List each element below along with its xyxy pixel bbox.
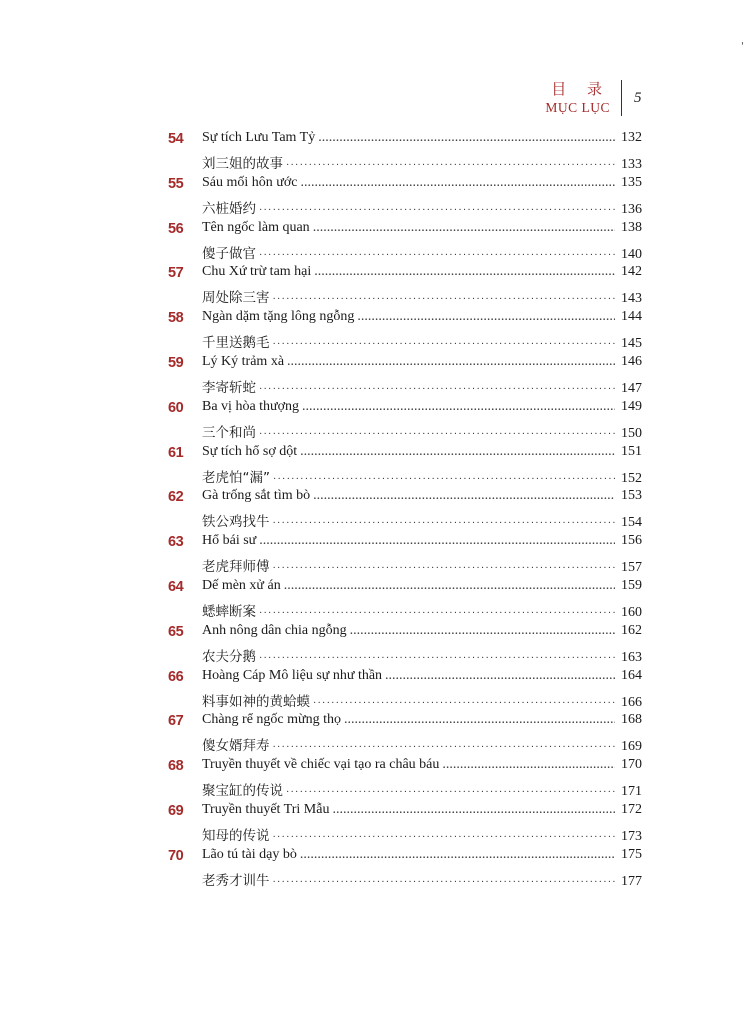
dot-leader: [259, 429, 615, 440]
entry-title-chinese: 聚宝缸的传说: [202, 783, 283, 800]
dot-leader: [286, 787, 615, 798]
entry-line-vietnamese[interactable]: [202, 264, 642, 286]
entry-line-vietnamese[interactable]: [202, 623, 642, 645]
entry-title-chinese: 傻女婿拜寿: [202, 738, 270, 755]
dot-leader: [318, 130, 615, 146]
dot-leader: [357, 309, 615, 325]
toc-entry[interactable]: [0, 847, 750, 892]
entry-page-chinese: 143: [621, 291, 642, 307]
dot-leader: [350, 623, 615, 639]
dot-leader: [332, 802, 615, 818]
entry-line-chinese[interactable]: [202, 376, 642, 398]
entry-title-vietnamese: Gà trống sắt tìm bò: [202, 488, 311, 504]
entry-line-chinese[interactable]: [202, 466, 642, 488]
entry-page-chinese: 140: [621, 246, 642, 262]
entry-page-vietnamese: 144: [621, 309, 642, 325]
dot-leader: [273, 518, 616, 529]
entry-title-vietnamese: Tên ngốc làm quan: [202, 219, 310, 235]
entry-line-vietnamese[interactable]: [202, 399, 642, 421]
dot-leader: [313, 488, 615, 504]
entry-number: 59: [168, 354, 184, 371]
entry-page-chinese: 169: [621, 739, 642, 755]
entry-number: 58: [168, 310, 184, 327]
toc-entry[interactable]: [0, 802, 750, 847]
entry-line-vietnamese[interactable]: [202, 847, 642, 869]
entry-page-vietnamese: 142: [621, 264, 642, 280]
entry-line-chinese[interactable]: [202, 555, 642, 577]
entry-title-chinese: 老虎怕“漏”: [202, 469, 270, 486]
entry-title-chinese: 老虎拜师傅: [202, 559, 270, 576]
entry-number: 70: [168, 847, 184, 864]
entry-page-chinese: 145: [621, 336, 642, 352]
entry-page-chinese: 160: [621, 604, 642, 620]
entry-line-vietnamese[interactable]: [202, 533, 642, 555]
entry-line-vietnamese[interactable]: [202, 757, 642, 779]
entry-page-vietnamese: 170: [621, 757, 642, 773]
entry-title-vietnamese: Chàng rể ngốc mừng thọ: [202, 712, 342, 728]
entry-title-vietnamese: Lý Ký trảm xà: [202, 353, 285, 369]
entry-page-chinese: 163: [621, 649, 642, 665]
entry-line-vietnamese[interactable]: [202, 802, 642, 824]
entry-line-vietnamese[interactable]: [202, 668, 642, 690]
entry-line-chinese[interactable]: [202, 600, 642, 622]
toc-entry[interactable]: [0, 444, 750, 489]
entry-title-vietnamese: Sự tích hổ sợ dột: [202, 443, 298, 459]
entry-number: 66: [168, 668, 184, 685]
entry-number: 65: [168, 623, 184, 640]
entry-title-vietnamese: Truyền thuyết về chiếc vại tạo ra châu báu: [202, 757, 440, 773]
entry-title-vietnamese: Sáu mối hôn ước: [202, 174, 298, 190]
entry-page-vietnamese: 138: [621, 219, 642, 235]
entry-title-vietnamese: Ba vị hòa thượng: [202, 398, 300, 414]
dot-leader: [273, 474, 615, 485]
entry-number: 69: [168, 802, 184, 819]
entry-page-vietnamese: 164: [621, 667, 642, 683]
dot-leader: [259, 608, 615, 619]
toc-entry[interactable]: [0, 354, 750, 399]
entry-page-chinese: 136: [621, 201, 642, 217]
toc-entry[interactable]: [0, 757, 750, 802]
dot-leader: [286, 160, 615, 171]
entry-title-chinese: 料事如神的黄蛤蟆: [202, 693, 310, 710]
entry-line-vietnamese[interactable]: [202, 175, 642, 197]
entry-page-chinese: 147: [621, 380, 642, 396]
entry-line-chinese[interactable]: [202, 510, 642, 532]
dot-leader: [313, 220, 615, 236]
entry-title-chinese: 六桩婚约: [202, 200, 256, 217]
entry-line-chinese[interactable]: [202, 152, 642, 174]
entry-page-vietnamese: 162: [621, 622, 642, 638]
entry-page-chinese: 157: [621, 560, 642, 576]
entry-title-vietnamese: Hổ bái sư: [202, 533, 257, 549]
dot-leader: [300, 175, 615, 191]
dot-leader: [300, 444, 615, 460]
entry-number: 54: [168, 131, 184, 147]
entry-line-chinese[interactable]: [202, 734, 642, 756]
header-title-vietnamese: MỤC LỤC: [545, 100, 610, 115]
dot-leader: [314, 264, 615, 280]
entry-line-chinese[interactable]: [202, 331, 642, 353]
entry-title-chinese: 老秀才训牛: [202, 872, 270, 889]
entry-title-vietnamese: Dế mèn xử án: [202, 577, 281, 593]
entry-number: 64: [168, 578, 184, 595]
toc-entry[interactable]: [0, 399, 750, 444]
entry-number: 63: [168, 534, 184, 551]
entry-number: 57: [168, 265, 184, 282]
dot-leader: [442, 757, 615, 773]
entry-page-vietnamese: 156: [621, 533, 642, 549]
entry-page-chinese: 171: [621, 784, 642, 800]
toc-entry[interactable]: [0, 488, 750, 533]
dot-leader: [344, 712, 615, 728]
header-title-chinese: 目 录: [551, 80, 610, 98]
entry-page-vietnamese: 168: [621, 712, 642, 728]
entry-line-chinese[interactable]: [202, 197, 642, 219]
entry-number: 68: [168, 758, 184, 775]
entry-line-vietnamese[interactable]: [202, 130, 642, 152]
entry-line-vietnamese[interactable]: [202, 309, 642, 331]
entry-title-chinese: 周处除三害: [202, 290, 270, 307]
entry-number: 62: [168, 489, 184, 506]
entry-line-chinese[interactable]: [202, 779, 642, 801]
dot-leader: [273, 563, 616, 574]
entry-title-vietnamese: Anh nông dân chia ngỗng: [202, 622, 347, 638]
dot-leader: [284, 578, 615, 594]
entry-line-vietnamese[interactable]: [202, 488, 642, 510]
dot-leader: [300, 847, 615, 863]
toc-entry[interactable]: [0, 712, 750, 757]
entry-title-vietnamese: Ngàn dặm tặng lông ngỗng: [202, 309, 355, 325]
toc-entry[interactable]: [0, 668, 750, 713]
entry-title-chinese: 李寄斩蛇: [202, 379, 256, 396]
entry-line-chinese[interactable]: [202, 824, 642, 846]
dot-leader: [273, 339, 616, 350]
toc-entry[interactable]: [0, 264, 750, 309]
entry-page-chinese: 177: [621, 873, 642, 889]
entry-page-chinese: 166: [621, 694, 642, 710]
entry-title-vietnamese: Truyền thuyết Tri Mẫu: [202, 801, 330, 817]
entry-line-vietnamese[interactable]: [202, 354, 642, 376]
entry-page-chinese: 133: [621, 157, 642, 172]
entry-line-vietnamese[interactable]: [202, 220, 642, 242]
entry-page-vietnamese: 159: [621, 577, 642, 593]
entry-title-chinese: 蟋蟀断案: [202, 603, 256, 620]
entry-title-chinese: 刘三姐的故事: [202, 156, 283, 172]
dot-leader: [273, 294, 616, 305]
entry-line-chinese[interactable]: [202, 286, 642, 308]
corner-mark: ': [741, 41, 744, 52]
entry-number: 67: [168, 713, 184, 730]
entry-line-vietnamese[interactable]: [202, 444, 642, 466]
toc-entry[interactable]: [0, 623, 750, 668]
entry-line-vietnamese[interactable]: [202, 712, 642, 734]
entry-line-chinese[interactable]: [202, 421, 642, 443]
toc-entry[interactable]: [0, 533, 750, 578]
dot-leader: [259, 250, 615, 261]
entry-page-chinese: 154: [621, 515, 642, 531]
toc-entry[interactable]: [0, 578, 750, 623]
dot-leader: [259, 384, 615, 395]
dot-leader: [259, 205, 615, 216]
entry-line-chinese[interactable]: [202, 645, 642, 667]
entry-page-vietnamese: 132: [621, 130, 642, 145]
entry-title-vietnamese: Hoàng Cáp Mô liệu sự như thần: [202, 667, 383, 683]
entry-line-chinese[interactable]: [202, 690, 642, 712]
entry-number: 56: [168, 220, 184, 237]
entry-page-vietnamese: 149: [621, 398, 642, 414]
header-divider: [621, 80, 622, 116]
entry-title-chinese: 三个和尚: [202, 424, 256, 441]
toc-entry[interactable]: [0, 309, 750, 354]
dot-leader: [302, 399, 615, 415]
toc-entry[interactable]: [0, 175, 750, 220]
entry-line-vietnamese[interactable]: [202, 578, 642, 600]
entry-title-chinese: 知母的传说: [202, 827, 270, 844]
entry-page-vietnamese: 172: [621, 801, 642, 817]
dot-leader: [273, 742, 616, 753]
page-number: 5: [634, 90, 642, 106]
entry-title-chinese: 农夫分鹅: [202, 648, 256, 665]
entry-page-vietnamese: 153: [621, 488, 642, 504]
entry-page-vietnamese: 151: [621, 443, 642, 459]
entry-page-vietnamese: 146: [621, 353, 642, 369]
entry-number: 55: [168, 175, 184, 192]
dot-leader: [287, 354, 615, 370]
entry-number: 60: [168, 399, 184, 416]
dot-leader: [385, 668, 615, 684]
entry-title-vietnamese: Sự tích Lưu Tam Tỷ: [202, 130, 316, 145]
dot-leader: [273, 832, 616, 843]
table-of-contents: [0, 130, 750, 892]
entry-page-vietnamese: 135: [621, 174, 642, 190]
dot-leader: [313, 698, 615, 709]
dot-leader: [259, 653, 615, 664]
entry-page-chinese: 150: [621, 425, 642, 441]
entry-title-vietnamese: Chu Xứ trừ tam hại: [202, 264, 312, 280]
entry-page-chinese: 152: [621, 470, 642, 486]
dot-leader: [259, 533, 615, 549]
entry-line-chinese[interactable]: [202, 242, 642, 264]
dot-leader: [273, 877, 616, 888]
entry-page-chinese: 173: [621, 828, 642, 844]
entry-title-vietnamese: Lão tú tài dạy bò: [202, 846, 297, 862]
entry-page-vietnamese: 175: [621, 846, 642, 862]
entry-number: 61: [168, 444, 184, 461]
entry-line-chinese[interactable]: [202, 869, 642, 891]
toc-entry[interactable]: [0, 130, 750, 175]
entry-title-chinese: 铁公鸡找牛: [202, 514, 270, 531]
entry-title-chinese: 傻子做官: [202, 245, 256, 262]
entry-title-chinese: 千里送鹅毛: [202, 335, 270, 352]
toc-entry[interactable]: [0, 220, 750, 265]
